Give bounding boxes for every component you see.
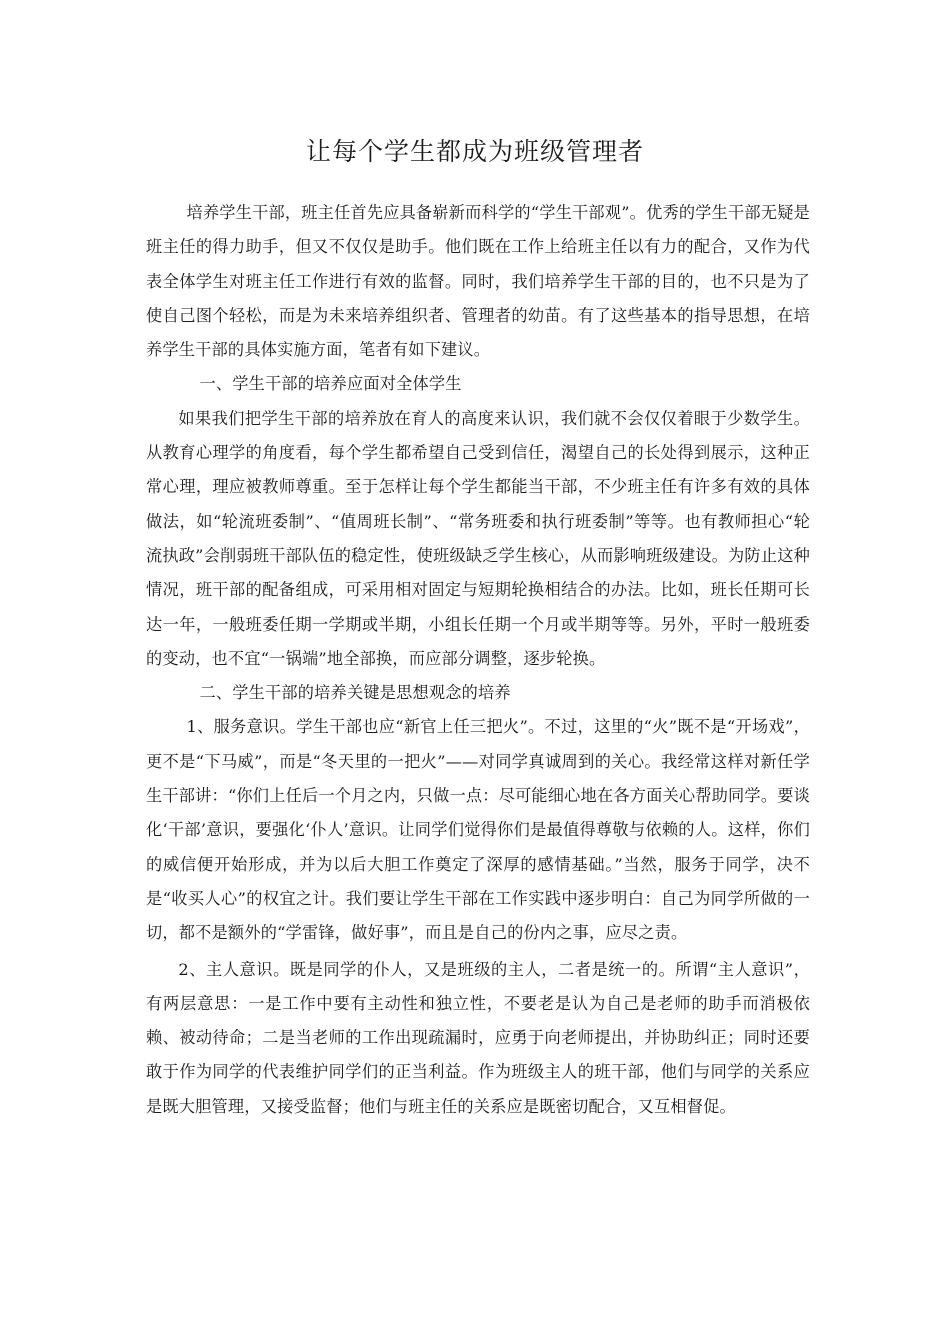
paragraph-intro: 培养学生干部，班主任首先应具备崭新而科学的“学生干部观”。优秀的学生干部无疑是班主任的得力助手，但又不仅仅是助手。他们既在工作上给班主任以有力的配合，又作为代表全体学生对班主任工作进行有效的监督。同时，我们培养学生干部的目的，也不只是为了使自己图个轻松，而是为未来培养组织者、管理者的幼苗。有了这些基本的指导思想，在培养学生干部的具体实施方面，笔者有如下建议。 xyxy=(146,203,810,360)
section-heading-2: 二、学生干部的培养关键是思想观念的培养 xyxy=(199,683,511,703)
paragraph-section-1: 如果我们把学生干部的培养放在育人的高度来认识，我们就不会仅仅着眼于少数学生。从教育心理学的角度看，每个学生都希望自己受到信任，渴望自己的长处得到展示，这种正常心理，理应被教师尊重。至于怎样让每个学生都能当干部，不少班主任有许多有效的具体做法，如“轮流班委制”、“值周班长制”、“常务班委和执行班委制”等等。也有教师担心“轮流执政”会削弱班干部队伍的稳定性，使班级缺乏学生核心，从而影响班级建设。为防止这种情况，班干部的配备组成，可采用相对固定与短期轮换相结合的办法。比如，班长任期可长达一年，一般班委任期一学期或半期，小组长任期一个月或半期等等。另外，平时一般班委的变动，也不宜“一锅端”地全部换，而应部分调整，逐步轮换。 xyxy=(146,408,810,668)
paragraph-ownership-awareness: 2、主人意识。既是同学的仆人，又是班级的主人，二者是统一的。所谓“主人意识”，有两层意思：一是工作中要有主动性和独立性，不要老是认为自己是老师的助手而消极依赖、被动待命；二是当老师的工作出现疏漏时，应勇于向老师提出，并协助纠正；同时还要敢于作为同学的代表维护同学们的正当利益。作为班级主人的班干部，他们与同学的关系应是既大胆管理，又接受监督；他们与班主任的关系应是既密切配合，又互相督促。 xyxy=(146,959,810,1116)
document-title: 让每个学生都成为班级管理者 xyxy=(305,137,644,166)
document-body xyxy=(146,196,810,1124)
paragraph-service-awareness: 1、服务意识。学生干部也应“新官上任三把火”。不过，这里的“火”既不是“开场戏”，更不是“下马威”，而是“冬天里的一把火”——对同学真诚周到的关心。我经常这样对新任学生干部讲：“你们上任后一个月之内，只做一点：尽可能细心地在各方面关心帮助同学。要谈化‘干部’意识，要强化‘仆人’意识。让同学们觉得你们是最值得尊敬与依赖的人。这样，你们的威信便开始形成，并为以后大胆工作奠定了深厚的感情基础。”当然，服务于同学，决不是“收买人心”的权宜之计。我们要让学生干部在工作实践中逐步明白：自己为同学所做的一切，都不是额外的“学雷锋，做好事”，而且是自己的份内之事，应尽之责。 xyxy=(146,717,810,943)
section-heading-1: 一、学生干部的培养应面对全体学生 xyxy=(199,374,462,394)
